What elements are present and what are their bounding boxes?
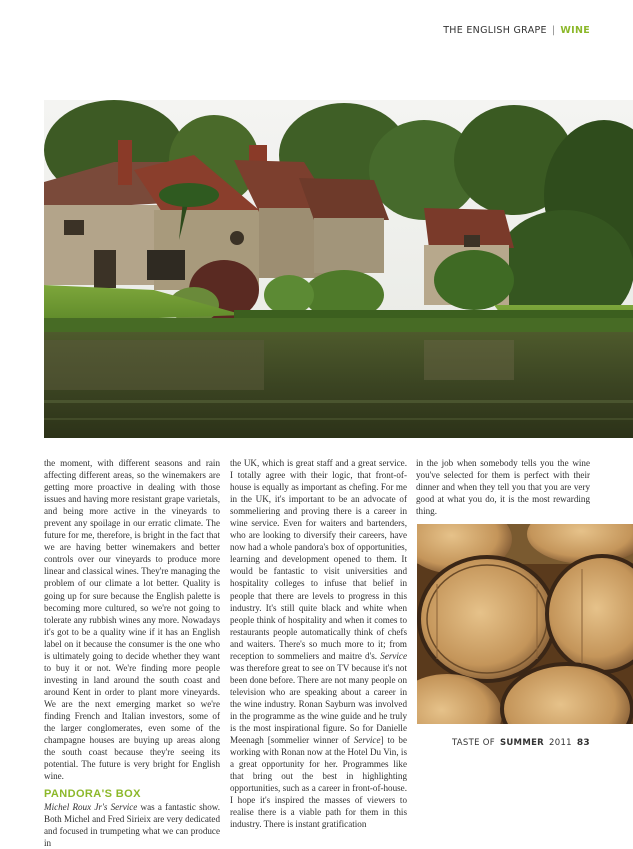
body-paragraph: the moment, with different seasons and rain affecting different areas, so the winemakers are getting more proactive in dealing with those issues and having more resistant grape varietals, and being more active in the vineyards to prevent any spoilage in our erratic climate. The future for me, therefore, is bright in the fact that we are having better winemakers and better controls over our vineyards to produce more linear and classical wines. They're managing the problem of our climate a lot better. Quality is going up for sure because the English palette is becoming more cultured, so we're not going to tolerate any rubbish wines any more. Nowadays it's got to be a quality wine if it has an English label on it because the consumer is the one who is ultimately going to decide whether they want to buy it or not. We're finding more people investing in land around the south coast and around Kent in order to plant more vineyards. We are the next emerging market so we're finding French and Italian investors, some of the larger conglomerates, even some of the champagne houses are buying up areas along the south coast because they're seeing its potential. The future is very bright for English wine. [44,458,220,782]
hero-photo-country-house [44,100,633,438]
magazine-name: TASTE OF [451,738,495,748]
body-text: ] to be working with Ronan now at the Hotel Du Vin, is a great opportunity for her. Programmes like that bring out the best in highlighting opportunities, such as a career in front-of-house. I hope it's inspired the masses of viewers to realise there is a viable path for them in this industry. There is instant gratification [230,735,408,830]
body-text: was therefore great to see on TV because it's not been done before. There are not many people on television who are speaking about a career in the wine industry. Ronan Sayburn was involved in the programme as the wine guide and he truly is the most inspirational figure. So for Danielle Meenagh [sommelier winner of [230,662,407,746]
article-column-2 [230,457,407,830]
page-number: 83 [576,738,590,748]
article-column-1 [44,457,220,849]
category-label: WINE [560,25,590,36]
body-paragraph: in the job when somebody tells you the wine you've selected for them is perfect with their dinner and when they tell you that you are very good at what you do, it is the most rewarding thing. [416,458,590,517]
page-footer [452,738,590,748]
issue-year: 2011 [549,738,572,748]
issue-season: SUMMER [499,738,545,748]
body-paragraph [44,801,220,849]
body-text: was a fantastic show. Both Michel and Fred Sirieix are very dedicated and focused in trumpeting what we can produce in [44,802,220,849]
section-title: THE ENGLISH GRAPE [443,25,547,36]
body-paragraph [230,457,407,830]
subheading: PANDORA'S BOX [44,788,141,801]
body-text: the UK, which is great staff and a great service. I totally agree with their logic, that front-of-house is equally as important as chefing. For me in the UK, it's important to be an advocate of sommeliering and proving there is a career in wine service. Even for waiters and bartenders, who are looking to diversify their careers, have now had a whole pandora's box of opportunities, learning and development opened to them. It would be fantastic to visit universities and hospitality colleges to infuse that belief in people that there are levels to progress in this industry. It's still quite black and white when people think of hospitality and when it comes to restaurants people automatically think of chefs and waiters. There's so much more to it; from reception to sommeliers and maitre d's. [230,458,407,661]
article-column-3 [416,457,590,517]
header-separator: | [551,25,556,36]
show-title: Michel Roux Jr's Service [44,802,138,813]
show-title: Service [353,735,381,746]
show-title: Service [380,650,407,661]
wine-barrels-photo [417,524,633,724]
running-head [443,25,590,36]
